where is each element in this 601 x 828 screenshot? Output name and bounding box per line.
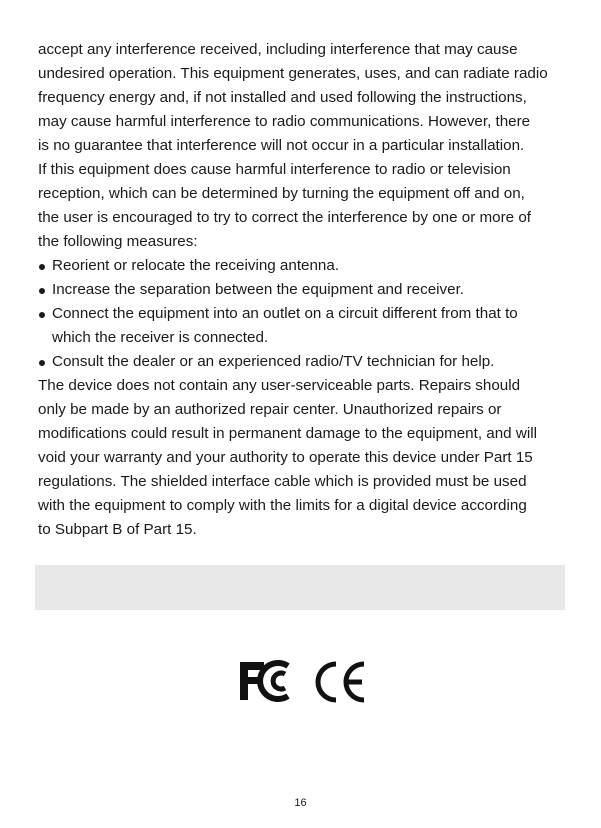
paragraph-line: only be made by an authorized repair center. Unauthorized repairs or <box>38 401 502 418</box>
bullet-item: Consult the dealer or an experienced radio/TV technician for help. <box>38 350 568 374</box>
paragraph-line: undesired operation. This equipment generates, uses, and can radiate radio <box>38 65 548 82</box>
certification-logos-svg <box>240 660 370 704</box>
paragraph-line: to Subpart B of Part 15. <box>38 521 197 538</box>
paragraph-line: may cause harmful interference to radio communications. However, there <box>38 113 531 130</box>
paragraph-line: regulations. The shielded interface cable which is provided must be used <box>38 473 527 490</box>
certification-logos <box>240 660 370 704</box>
grey-divider-band <box>35 565 565 610</box>
page-number: 16 <box>294 797 307 809</box>
bullet-item: Increase the separation between the equipment and receiver. <box>38 278 568 302</box>
paragraph-line: frequency energy and, if not installed and used following the instructions, <box>38 89 527 106</box>
bullet-item: Connect the equipment into an outlet on a circuit different from that to <box>38 302 568 326</box>
fcc-logo-icon <box>240 662 288 700</box>
paragraph-line: If this equipment does cause harmful interference to radio or television <box>38 161 511 178</box>
document-body <box>38 38 568 542</box>
paragraph-line: the following measures: <box>38 233 198 250</box>
ce-logo-icon <box>318 664 364 700</box>
paragraph-line: accept any interference received, including interference that may cause <box>38 41 518 58</box>
paragraph-line: reception, which can be determined by turning the equipment off and on, <box>38 185 525 202</box>
bullet-item: Reorient or relocate the receiving antenna. <box>38 254 568 278</box>
paragraph-line: the user is encouraged to try to correct the interference by one or more of <box>38 209 532 226</box>
paragraph-line: void your warranty and your authority to operate this device under Part 15 <box>38 449 533 466</box>
paragraph-line: The device does not contain any user-serviceable parts. Repairs should <box>38 377 521 394</box>
paragraph-line: with the equipment to comply with the limits for a digital device according <box>38 497 527 514</box>
bullet-item-continuation: which the receiver is connected. <box>52 329 269 346</box>
paragraph-line: is no guarantee that interference will not occur in a particular installation. <box>38 137 525 154</box>
paragraph-line: modifications could result in permanent damage to the equipment, and will <box>38 425 537 442</box>
